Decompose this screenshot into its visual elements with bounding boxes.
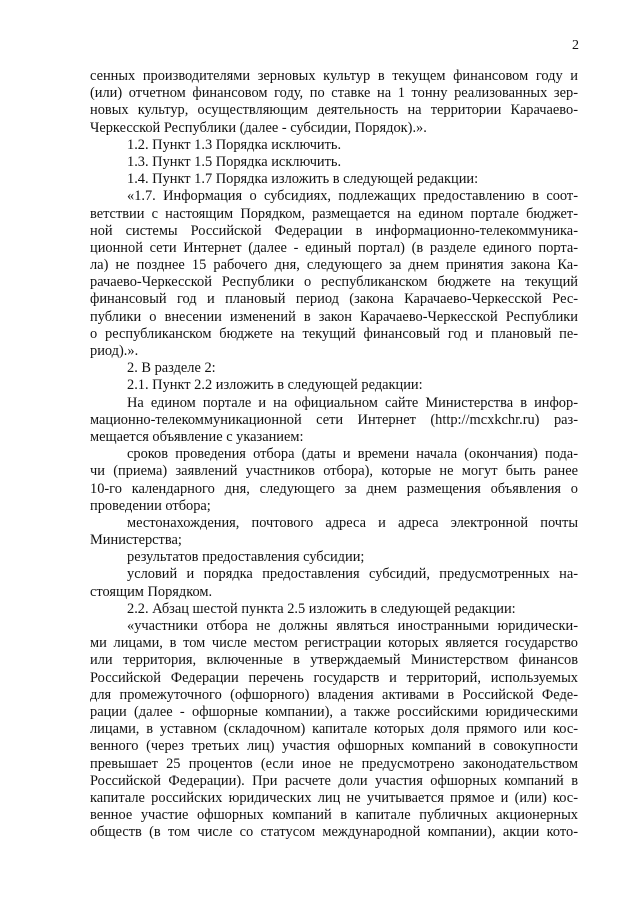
text-line: проведении отбора; (90, 497, 211, 514)
text-line: публики о внесении изменений в закон Карачаево-Черкесской Республики (90, 308, 578, 325)
text-line: ла) не позднее 15 рабочего дня, следующего за днем принятия закона Ка- (90, 257, 578, 274)
text-line: новых культур, осуществляющим деятельность на территории Карачаево- (90, 102, 578, 119)
text-line: стоящим Порядком. (90, 583, 213, 600)
text-line: чи (приема) заявлений участников отбора), которые не могут быть ранее (90, 463, 578, 480)
text-line: Российской Федерации). При расчете доли участия офшорных компаний в (90, 772, 578, 789)
page-number: 2 (572, 38, 579, 53)
text-line: мещается объявление с указанием: (90, 428, 304, 445)
text-line: рации (далее - офшорные компании), а также российскими юридическими (90, 703, 578, 720)
text-line: превышает 25 процентов (если иное не предусмотрено законодательством (90, 755, 578, 772)
text-line: результатов предоставления субсидии; (127, 549, 365, 566)
text-line: сенных производителями зерновых культур в текущем финансовом году и (90, 68, 578, 84)
text-line: капитале российских юридических лиц не учитывается прямое и (или) кос- (90, 789, 578, 806)
text-line: 2. В разделе 2: (127, 360, 216, 377)
document-body (90, 68, 578, 841)
text-line: 1.3. Пункт 1.5 Порядка исключить. (127, 153, 342, 170)
text-line: 2.1. Пункт 2.2 изложить в следующей редакции: (127, 377, 423, 394)
text-line: ветствии с настоящим Порядком, размещается на едином портале бюджет- (90, 205, 578, 222)
text-line: 2.2. Абзац шестой пункта 2.5 изложить в следующей редакции: (127, 600, 516, 617)
text-line: На едином портале и на официальном сайте Министерства в инфор- (127, 394, 578, 411)
text-line: лицами, в уставном (складочном) капитале которых доля прямого или кос- (90, 721, 578, 738)
text-line: венное участие офшорных компаний в капитале публичных акционерных (90, 807, 578, 824)
text-line: условий и порядка предоставления субсидий, предусмотренных на- (127, 566, 578, 583)
text-line: 1.4. Пункт 1.7 Порядка изложить в следующей редакции: (127, 171, 479, 188)
text-line: мационно-телекоммуникационной сети Интернет (http://mcxkchr.ru) раз- (90, 411, 578, 428)
text-line: о республиканском бюджете на текущий финансовый год и плановый пе- (90, 325, 578, 342)
text-line: 1.2. Пункт 1.3 Порядка исключить. (127, 136, 342, 153)
text-line: рачаево-Черкесской Республики о республиканском бюджете на текущий (90, 274, 578, 291)
text-line: ной системы Российской Федерации в информационно-телекоммуника- (90, 222, 578, 239)
text-line: Министерства; (90, 532, 182, 549)
text-line: венного (через третьих лиц) участия офшорных компаний в совокупности (90, 738, 578, 755)
text-line: риод).». (90, 343, 139, 359)
text-line: 10-го календарного дня, следующего за днем размещения объявления о (90, 480, 578, 497)
text-line: ми лицами, в том числе местом регистрации которых является государство (90, 635, 578, 652)
text-line: сроков проведения отбора (даты и времени начала (окончания) пода- (127, 446, 578, 463)
text-line: местонахождения, почтового адреса и адреса электронной почты (127, 514, 578, 531)
text-line: или территория, включенные в утверждаемый Министерством финансов (90, 652, 578, 669)
text-line: «1.7. Информация о субсидиях, подлежащих предоставлению в соот- (127, 188, 578, 205)
text-line: обществ (в том числе со статусом международной компании), акции кото- (90, 824, 578, 841)
text-line: ционной сети Интернет (далее - единый портал) (в разделе единого порта- (90, 239, 578, 256)
text-line: финансовый год и плановый период (закона Карачаево-Черкесской Рес- (90, 291, 578, 308)
text-line: Российской Федерации перечень государств и территорий, используемых (90, 669, 578, 686)
text-line: (или) отчетном финансовом году, по ставке на 1 тонну реализованных зер- (90, 85, 578, 102)
text-line: «участники отбора не должны являться иностранными юридически- (127, 618, 578, 634)
text-line: для промежуточного (офшорного) владения активами в Российской Феде- (90, 686, 578, 703)
text-line: Черкесской Республики (далее - субсидии, Порядок).». (90, 119, 427, 136)
